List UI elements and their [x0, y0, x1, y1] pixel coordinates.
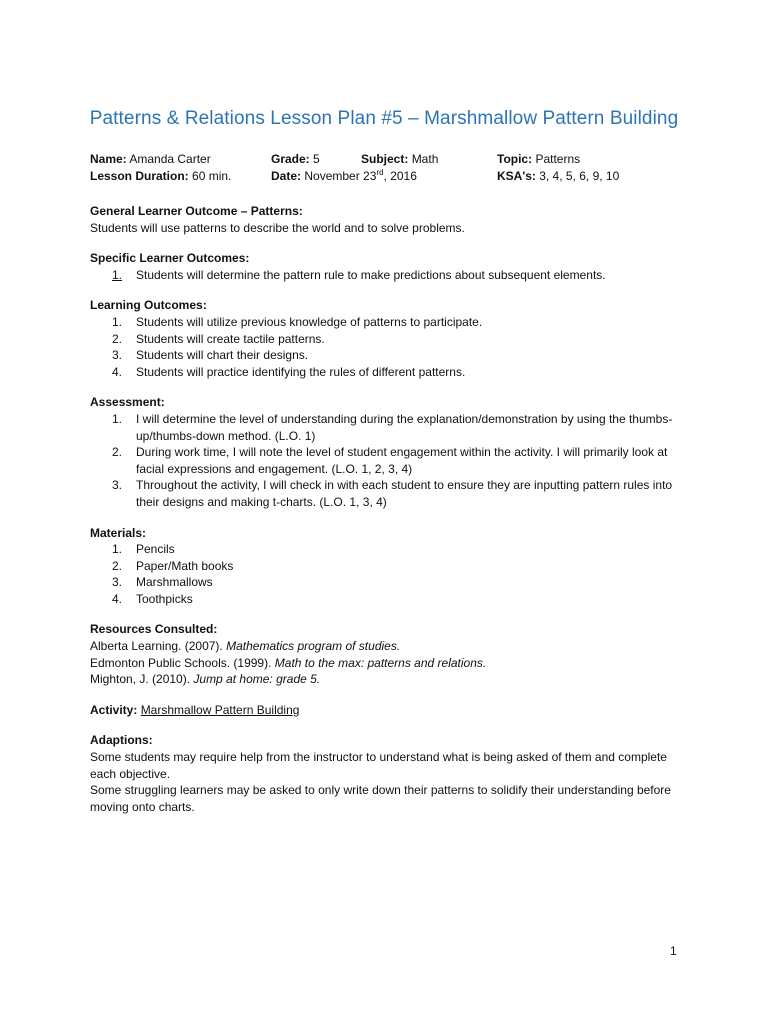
- adaptions-heading: Adaptions:: [90, 733, 153, 748]
- subject-value: Math: [411, 152, 439, 166]
- list-text: Students will chart their designs.: [136, 348, 309, 363]
- materials-heading: Materials:: [90, 525, 147, 540]
- topic-value: Patterns: [535, 152, 581, 166]
- name-value: Amanda Carter: [129, 152, 211, 166]
- list-item: [90, 314, 690, 331]
- lesson-meta: [90, 151, 690, 185]
- list-number: 2.: [112, 331, 123, 346]
- list-text: Throughout the activity, I will check in with each student to ensure they are inputting pattern rules into their designs and making t-charts. (L.O. 1, 3, 4): [136, 478, 673, 509]
- topic-label: Topic:: [497, 152, 533, 166]
- list-number: 2.: [112, 558, 123, 573]
- learning-outcomes-heading: Learning Outcomes:: [90, 298, 207, 313]
- assessment-heading: Assessment:: [90, 395, 165, 410]
- duration-label: Lesson Duration:: [90, 169, 189, 183]
- list-text: Students will create tactile patterns.: [136, 331, 325, 346]
- general-outcome-heading: General Learner Outcome – Patterns:: [90, 204, 303, 218]
- list-number: 1.: [112, 542, 123, 557]
- assessment-list: [90, 411, 690, 511]
- list-number: 3.: [112, 575, 123, 590]
- list-item: [90, 267, 690, 284]
- date-sup: rd: [376, 168, 384, 177]
- list-item: [90, 591, 690, 608]
- list-item: [90, 558, 690, 575]
- adaption-paragraph: Some students may require help from the instructor to understand what is being asked of them and complete each objective.: [90, 750, 667, 781]
- list-item: [90, 477, 690, 510]
- ksa-value: 3, 4, 5, 6, 9, 10: [539, 169, 620, 183]
- list-text: Pencils: [136, 542, 175, 557]
- list-text: Students will utilize previous knowledge of patterns to participate.: [136, 314, 483, 329]
- citation-title: Jump at home: grade 5.: [193, 672, 321, 687]
- assessment-section: [90, 394, 690, 510]
- learning-outcomes-list: [90, 314, 690, 380]
- list-text: Students will practice identifying the rules of different patterns.: [136, 364, 466, 379]
- general-outcome-text: Students will use patterns to describe the world and to solve problems.: [90, 220, 465, 235]
- ksa-label: KSA's:: [497, 169, 536, 183]
- list-item: [90, 347, 690, 364]
- specific-outcomes-section: [90, 250, 690, 283]
- general-outcome-section: [90, 203, 690, 236]
- activity-section: [90, 702, 690, 719]
- learning-outcomes-section: [90, 297, 690, 380]
- duration-field: [90, 168, 231, 185]
- list-text: I will determine the level of understanding during the explanation/demonstration by using the thumbs-up/thumbs-down method. (L.O. 1): [136, 411, 673, 443]
- list-item: [90, 444, 690, 477]
- list-number: 1.: [112, 267, 123, 282]
- page-number: 1: [670, 944, 677, 958]
- lesson-content: [90, 151, 690, 815]
- citation-title: Mathematics program of studies.: [226, 639, 401, 654]
- list-number: 3.: [112, 348, 123, 363]
- name-label: Name:: [90, 152, 127, 166]
- specific-outcomes-list: [90, 267, 690, 284]
- date-prefix: November 23: [304, 169, 377, 183]
- resource-citation: [90, 655, 690, 672]
- materials-list: [90, 541, 690, 607]
- date-label: Date:: [271, 169, 302, 183]
- date-value: [304, 169, 417, 183]
- citation-title: Math to the max: patterns and relations.: [274, 655, 487, 670]
- grade-value: 5: [313, 152, 320, 166]
- specific-outcomes-heading: Specific Learner Outcomes:: [90, 251, 250, 266]
- date-suffix: , 2016: [383, 169, 417, 183]
- list-text: Marshmallows: [136, 575, 213, 590]
- subject-field: [361, 151, 438, 168]
- citation-prefix: Alberta Learning. (2007).: [90, 639, 227, 654]
- topic-field: [497, 151, 580, 168]
- list-item: [90, 574, 690, 591]
- list-item: [90, 541, 690, 558]
- list-number: 4.: [112, 591, 123, 606]
- adaption-paragraph: Some struggling learners may be asked to only write down their patterns to solidify their understanding before moving onto charts.: [90, 783, 671, 814]
- list-text: Toothpicks: [136, 591, 193, 606]
- list-number: 3.: [112, 478, 123, 493]
- activity-label: Activity:: [90, 702, 138, 717]
- date-field: [271, 168, 417, 185]
- activity-name: Marshmallow Pattern Building: [140, 702, 300, 717]
- page-title: Patterns & Relations Lesson Plan #5 – Marshmallow Pattern Building: [89, 108, 679, 129]
- list-number: 1.: [112, 411, 123, 426]
- list-number: 2.: [112, 445, 123, 460]
- ksa-field: [497, 168, 619, 185]
- grade-label: Grade:: [271, 152, 310, 166]
- list-item: [90, 411, 690, 444]
- duration-value: 60 min.: [192, 169, 232, 183]
- resource-citation: [90, 671, 690, 688]
- list-text: Students will determine the pattern rule to make predictions about subsequent elements.: [136, 267, 606, 282]
- list-number: 4.: [112, 364, 123, 379]
- list-item: [90, 364, 690, 381]
- list-number: 1.: [112, 314, 123, 329]
- list-text: Paper/Math books: [136, 558, 234, 573]
- citation-prefix: Mighton, J. (2010).: [90, 672, 194, 687]
- materials-section: [90, 525, 690, 608]
- citation-prefix: Edmonton Public Schools. (1999).: [90, 655, 275, 670]
- list-text: During work time, I will note the level of student engagement within the activity. I will primarily look at facial expressions and engagement. (L.O. 1, 2, 3, 4): [136, 445, 668, 476]
- grade-field: [271, 151, 320, 168]
- list-item: [90, 331, 690, 348]
- resources-heading: Resources Consulted:: [90, 622, 218, 637]
- name-field: [90, 151, 211, 168]
- resources-section: [90, 621, 690, 687]
- adaptions-section: [90, 732, 690, 815]
- subject-label: Subject:: [361, 152, 409, 166]
- resource-citation: [90, 638, 690, 655]
